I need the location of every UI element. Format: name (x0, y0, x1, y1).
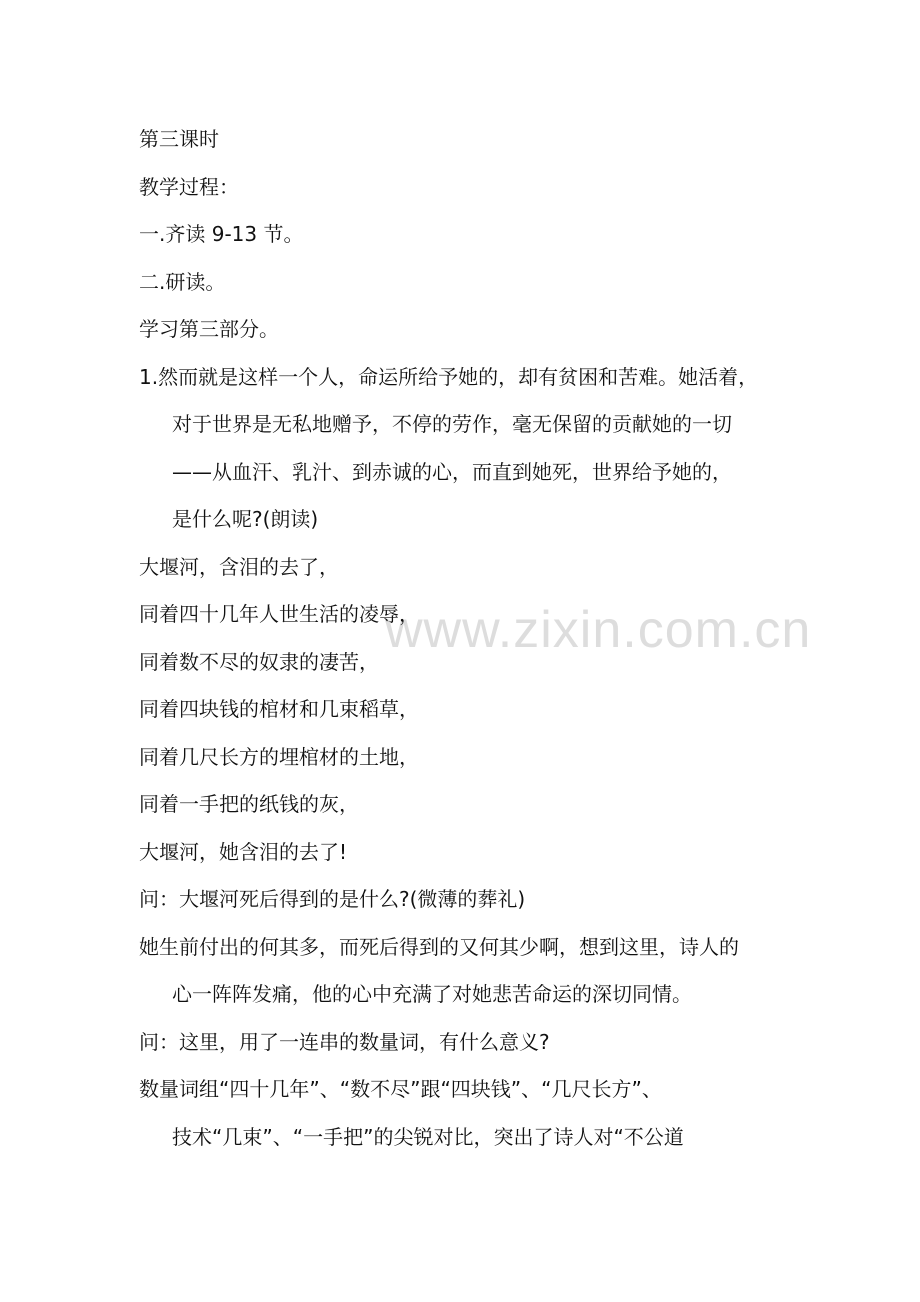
paragraph-line: 心一阵阵发痛，他的心中充满了对她悲苦命运的深切同情。 (172, 982, 692, 1006)
poem-excerpt (139, 544, 794, 877)
poem-line: 大堰河，含泪的去了， (139, 554, 339, 579)
paragraph-line: 对于世界是无私地赠予，不停的劳作，毫无保留的贡献她的一切 (172, 412, 732, 436)
answer-one-paragraph (139, 924, 794, 1019)
paragraph-line: 是什么呢?(朗读) (172, 507, 319, 531)
question-two: 问：这里，用了一连串的数量词，有什么意义? (139, 1029, 550, 1054)
paragraph-line: 数量词组“四十几年”、“数不尽”跟“四块钱”、“几尺长方”、 (139, 1077, 662, 1101)
paragraph-line: 她生前付出的何其多，而死后得到的又何其少啊，想到这里，诗人的 (139, 934, 739, 959)
poem-line: 大堰河，她含泪的去了! (139, 839, 348, 864)
paragraph-line: 技术“几束”、“一手把”的尖锐对比，突出了诗人对“不公道 (172, 1124, 684, 1149)
process-heading: 教学过程： (139, 174, 239, 199)
poem-line: 同着一手把的纸钱的灰， (139, 792, 359, 816)
paragraph-line: ——从血汗、乳汁、到赤诚的心，而直到她死，世界给予她的， (172, 459, 732, 484)
paragraph-line: 1.然而就是这样一个人，命运所给予她的，却有贫困和苦难。她活着， (139, 364, 759, 389)
lesson-title: 第三课时 (139, 127, 219, 151)
answer-two-paragraph (139, 1066, 794, 1161)
step-one: 一.齐读 9-13 节。 (139, 222, 304, 246)
document-body (139, 116, 794, 1161)
question-one: 问：大堰河死后得到的是什么?(微薄的葬礼) (139, 887, 526, 911)
poem-line: 同着几尺长方的埋棺材的土地， (139, 744, 419, 769)
item-one-paragraph (139, 354, 794, 544)
watermark: www.zixin.com.cn (385, 601, 812, 659)
poem-line: 同着四块钱的棺材和几束稻草， (139, 697, 419, 721)
poem-line: 同着数不尽的奴隶的凄苦， (139, 649, 379, 674)
poem-line: 同着四十几年人世生活的凌辱， (139, 602, 419, 626)
step-two: 二.研读。 (139, 269, 226, 294)
section-heading: 学习第三部分。 (139, 317, 279, 341)
